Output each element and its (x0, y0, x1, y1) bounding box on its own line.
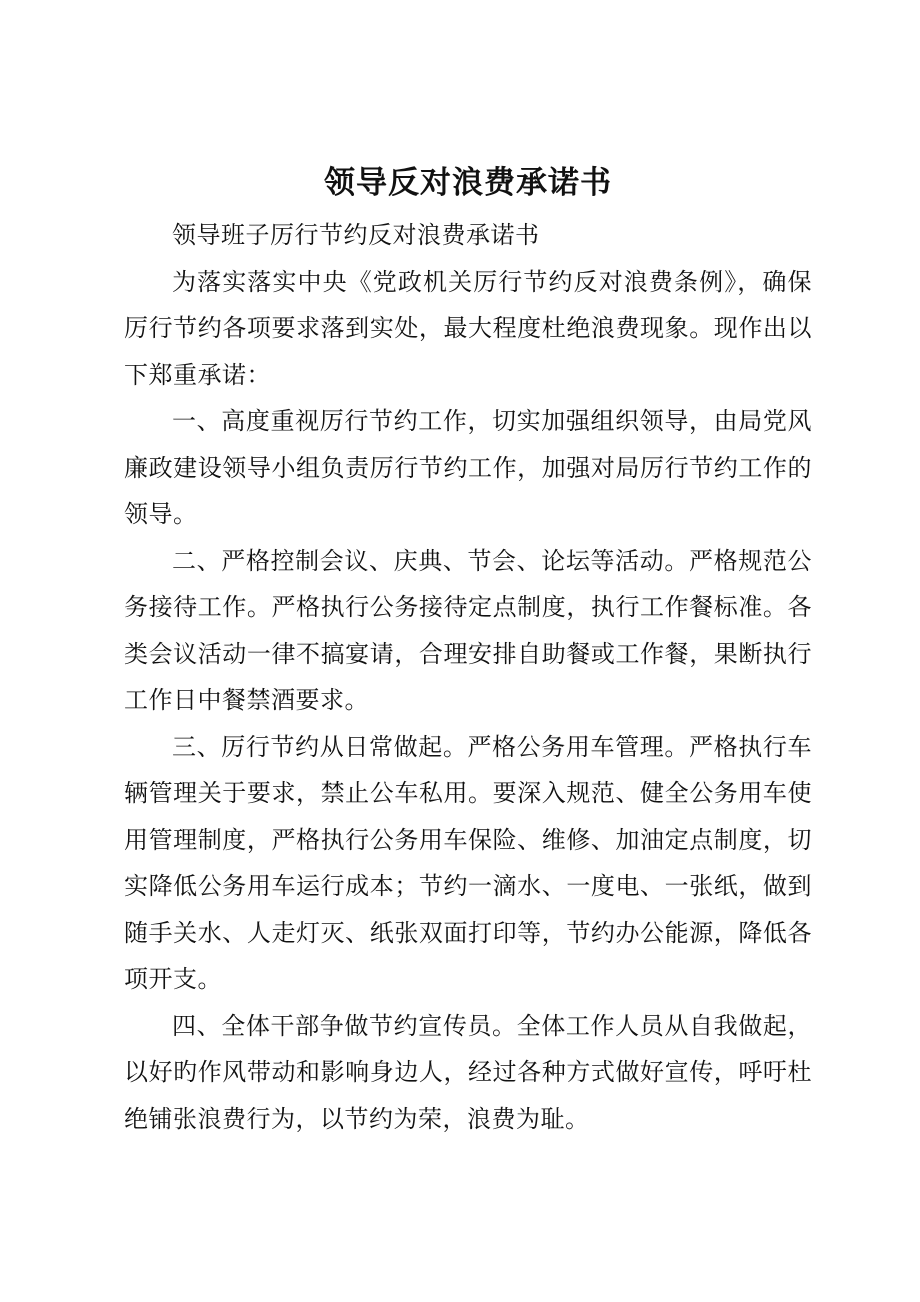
intro-paragraph: 为落实落实中央《党政机关厉行节约反对浪费条例》，确保厉行节约各项要求落到实处，最大程度杜绝浪费现象。现作出以下郑重承诺： (124, 267, 812, 389)
commitment-paragraph-1: 一、高度重视厉行节约工作，切实加强组织领导，由局党风廉政建设领导小组负责厉行节约工作，加强对局厉行节约工作的领导。 (124, 407, 812, 528)
document-page (124, 160, 812, 1142)
subtitle-paragraph: 领导班子厉行节约反对浪费承诺书 (172, 221, 540, 249)
document-title: 领导反对浪费承诺书 (324, 165, 612, 201)
commitment-paragraph-4: 四、全体干部争做节约宣传员。全体工作人员从自我做起，以好旳作风带动和影响身边人，经过各种方式做好宣传，呼吁杜绝铺张浪费行为，以节约为荣，浪费为耻。 (124, 1011, 812, 1133)
commitment-paragraph-3: 三、厉行节约从日常做起。严格公务用车管理。严格执行车辆管理关于要求，禁止公车私用。要深入规范、健全公务用车使用管理制度，严格执行公务用车保险、维修、加油定点制度，切实降低公务用车运行成本；节约一滴水、一度电、一张纸，做到随手关水、人走灯灭、纸张双面打印等，节约办公能源，降低各项开支。 (124, 732, 812, 993)
commitment-paragraph-2: 二、严格控制会议、庆典、节会、论坛等活动。严格规范公务接待工作。严格执行公务接待定点制度，执行工作餐标准。各类会议活动一律不搞宴请，合理安排自助餐或工作餐，果断执行工作日中餐禁酒要求。 (124, 546, 812, 714)
